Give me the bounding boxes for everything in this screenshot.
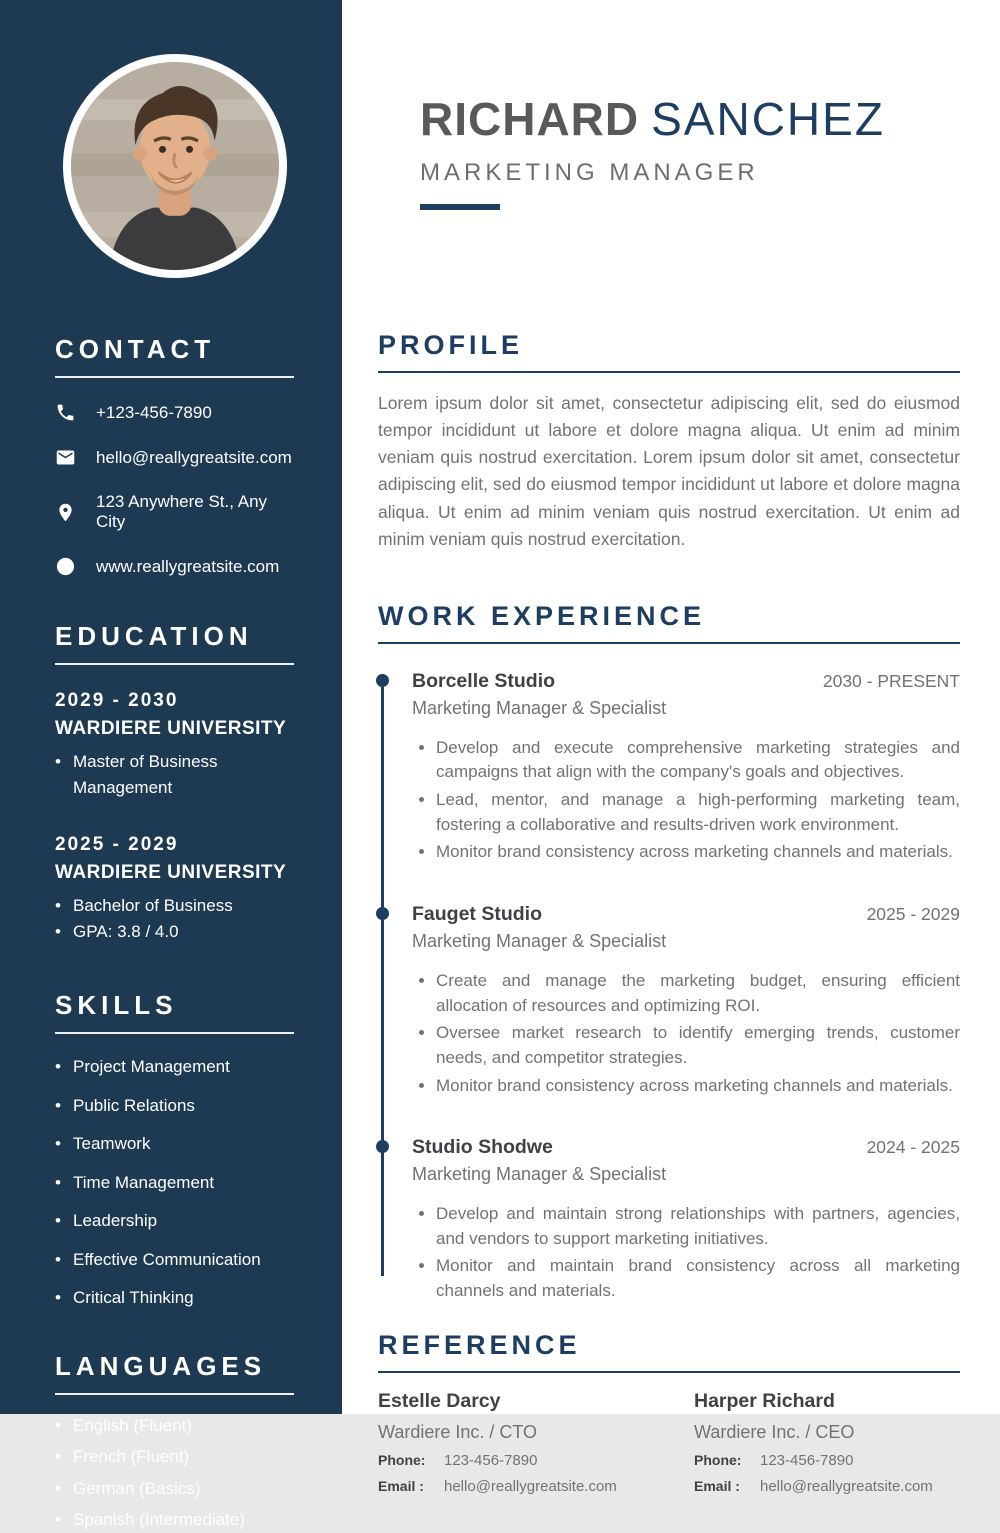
job-role: Marketing Manager & Specialist: [412, 1164, 667, 1185]
skill-item: • Leadership: [55, 1208, 294, 1234]
reference-phone: 123-456-7890: [760, 1451, 854, 1469]
education-bullet: • Master of Business Management: [55, 749, 294, 800]
education-entry: [55, 834, 294, 944]
job-entry: [412, 1136, 960, 1304]
reference-name: Estelle Darcy: [378, 1389, 501, 1412]
timeline-dot: [376, 674, 389, 687]
job-bullet: • Create and manage the marketing budget, ensuring efficient allocation of resources and optimizing ROI.: [436, 969, 960, 1018]
job-bullets: [412, 736, 960, 865]
education-bullets: [55, 893, 294, 944]
phone-label: Phone:: [378, 1451, 426, 1468]
languages-list: [55, 1413, 294, 1533]
phone-label: Phone:: [694, 1451, 742, 1468]
job-header: [412, 1136, 960, 1159]
contact-item-email: [55, 447, 294, 468]
skill-item: • Project Management: [55, 1054, 294, 1080]
work-experience-section: [378, 601, 960, 1304]
job-bullet: • Oversee market research to identify emerging trends, customer needs, and competitor strategies.: [436, 1021, 960, 1070]
timeline-line: [381, 682, 384, 1276]
company-name: Studio Shodwe: [412, 1136, 553, 1159]
languages-heading: LANGUAGES: [55, 1350, 267, 1381]
work-experience-divider: [378, 642, 960, 644]
job-bullet: • Monitor brand consistency across marketing channels and materials.: [436, 1074, 960, 1099]
education-entry: [55, 690, 294, 800]
timeline-dot: [376, 1140, 389, 1153]
reference-phone: 123-456-7890: [444, 1451, 538, 1469]
reference-phone-row: [378, 1452, 644, 1469]
title-accent-bar: [420, 204, 500, 210]
email-icon: [55, 447, 76, 468]
job-header: [412, 903, 960, 926]
profile-photo-image: [71, 62, 279, 270]
job-entry: [412, 670, 960, 865]
contact-phone-text: +123-456-7890: [96, 402, 212, 422]
person-name: [420, 92, 960, 146]
company-name: Borcelle Studio: [412, 669, 556, 692]
contact-item-phone: [55, 402, 294, 423]
reference-name: Harper Richard: [694, 1389, 835, 1412]
job-dates: 2030 - PRESENT: [822, 670, 960, 691]
reference-section: [378, 1330, 960, 1495]
person-job-title: MARKETING MANAGER: [420, 159, 759, 186]
languages-divider: [55, 1393, 294, 1395]
education-section: [55, 621, 294, 944]
location-icon: [55, 502, 76, 523]
job-bullet: • Monitor and maintain brand consistency across all marketing channels and materials.: [436, 1254, 960, 1303]
job-entry: [412, 903, 960, 1098]
reference-divider: [378, 1371, 960, 1373]
job-bullets: [412, 1202, 960, 1304]
first-name: RICHARD: [420, 93, 640, 145]
job-role: Marketing Manager & Specialist: [412, 697, 667, 718]
skill-item: • Time Management: [55, 1170, 294, 1196]
reference-company-role: Wardiere Inc. / CTO: [378, 1421, 538, 1442]
reference-email: hello@reallygreatsite.com: [444, 1477, 617, 1495]
reference-company-role: Wardiere Inc. / CEO: [694, 1421, 855, 1442]
job-bullet: • Develop and execute comprehensive marketing strategies and campaigns that align with the company's goals and objectives.: [436, 736, 960, 785]
education-years: 2029 - 2030: [55, 690, 179, 711]
contact-address-text: 123 Anywhere St., Any City: [96, 492, 268, 531]
job-bullet: • Monitor brand consistency across marketing channels and materials.: [436, 840, 960, 865]
reference-email-row: [378, 1478, 644, 1495]
language-item: • French (Fluent): [55, 1444, 294, 1470]
skill-item: • Effective Communication: [55, 1247, 294, 1273]
education-bullet: • Bachelor of Business: [55, 893, 294, 919]
education-years: 2025 - 2029: [55, 834, 179, 855]
job-header: [412, 670, 960, 693]
experience-timeline: [378, 670, 960, 1304]
education-school: WARDIERE UNIVERSITY: [55, 862, 287, 883]
timeline-dot: [376, 907, 389, 920]
reference-email-row: [694, 1478, 960, 1495]
profile-text: Lorem ipsum dolor sit amet, consectetur adipiscing elit, sed do eiusmod tempor incididunt ut labore et dolore magna aliqua. Ut enim ad minim veniam quis nostrud exercitation. Lorem ipsum dolor sit amet, consectetur adipiscing elit, sed do eiusmod tempor incididunt ut labore et dolore magna aliqua. Ut enim ad minim veniam quis nostrud exercitation. Ut enim ad minim veniam quis nostrud exercitation.: [378, 393, 960, 549]
phone-icon: [55, 402, 76, 423]
email-label: Email :: [378, 1477, 424, 1494]
skills-list: [55, 1054, 294, 1311]
sidebar: [0, 0, 342, 1529]
languages-section: [55, 1351, 294, 1533]
skills-heading: SKILLS: [55, 990, 178, 1020]
language-item: • Spanish (Intermediate): [55, 1507, 294, 1533]
job-dates: 2024 - 2025: [866, 1137, 960, 1158]
education-bullet: • GPA: 3.8 / 4.0: [55, 919, 294, 945]
profile-divider: [378, 371, 960, 373]
reference-entry: [694, 1390, 960, 1495]
contact-heading: CONTACT: [55, 334, 216, 364]
contact-section: [55, 334, 294, 577]
contact-email-text: hello@reallygreatsite.com: [96, 447, 292, 467]
profile-section: [378, 330, 960, 553]
last-name: SANCHEZ: [651, 93, 885, 145]
job-bullets: [412, 969, 960, 1098]
contact-item-address: [55, 492, 294, 532]
language-item: • German (Basics): [55, 1476, 294, 1502]
education-bullets: [55, 749, 294, 800]
job-bullet: • Lead, mentor, and manage a high-performing marketing team, fostering a collaborative and results-driven work environment.: [436, 788, 960, 837]
job-dates: 2025 - 2029: [866, 903, 960, 924]
skills-section: [55, 990, 294, 1311]
reference-email: hello@reallygreatsite.com: [760, 1477, 933, 1495]
reference-grid: [378, 1390, 960, 1495]
education-school: WARDIERE UNIVERSITY: [55, 718, 287, 739]
contact-website-text: www.reallygreatsite.com: [96, 556, 280, 576]
education-heading: EDUCATION: [55, 621, 253, 651]
main-content: [378, 0, 960, 1495]
skill-item: • Public Relations: [55, 1093, 294, 1119]
reference-phone-row: [694, 1452, 960, 1469]
work-experience-heading: WORK EXPERIENCE: [378, 600, 706, 631]
contact-divider: [55, 376, 294, 378]
profile-photo: [63, 54, 287, 278]
language-item: • English (Fluent): [55, 1413, 294, 1439]
reference-heading: REFERENCE: [378, 1329, 581, 1360]
website-icon: [55, 556, 76, 577]
resume-header: [378, 92, 960, 210]
email-label: Email :: [694, 1477, 740, 1494]
skills-divider: [55, 1032, 294, 1034]
reference-entry: [378, 1390, 644, 1495]
skill-item: • Critical Thinking: [55, 1285, 294, 1311]
job-bullet: • Develop and maintain strong relationships with partners, agencies, and vendors to support marketing initiatives.: [436, 1202, 960, 1251]
education-divider: [55, 663, 294, 665]
job-role: Marketing Manager & Specialist: [412, 930, 667, 951]
company-name: Fauget Studio: [412, 902, 542, 925]
profile-heading: PROFILE: [378, 330, 524, 360]
skill-item: • Teamwork: [55, 1131, 294, 1157]
contact-item-website: [55, 556, 294, 577]
